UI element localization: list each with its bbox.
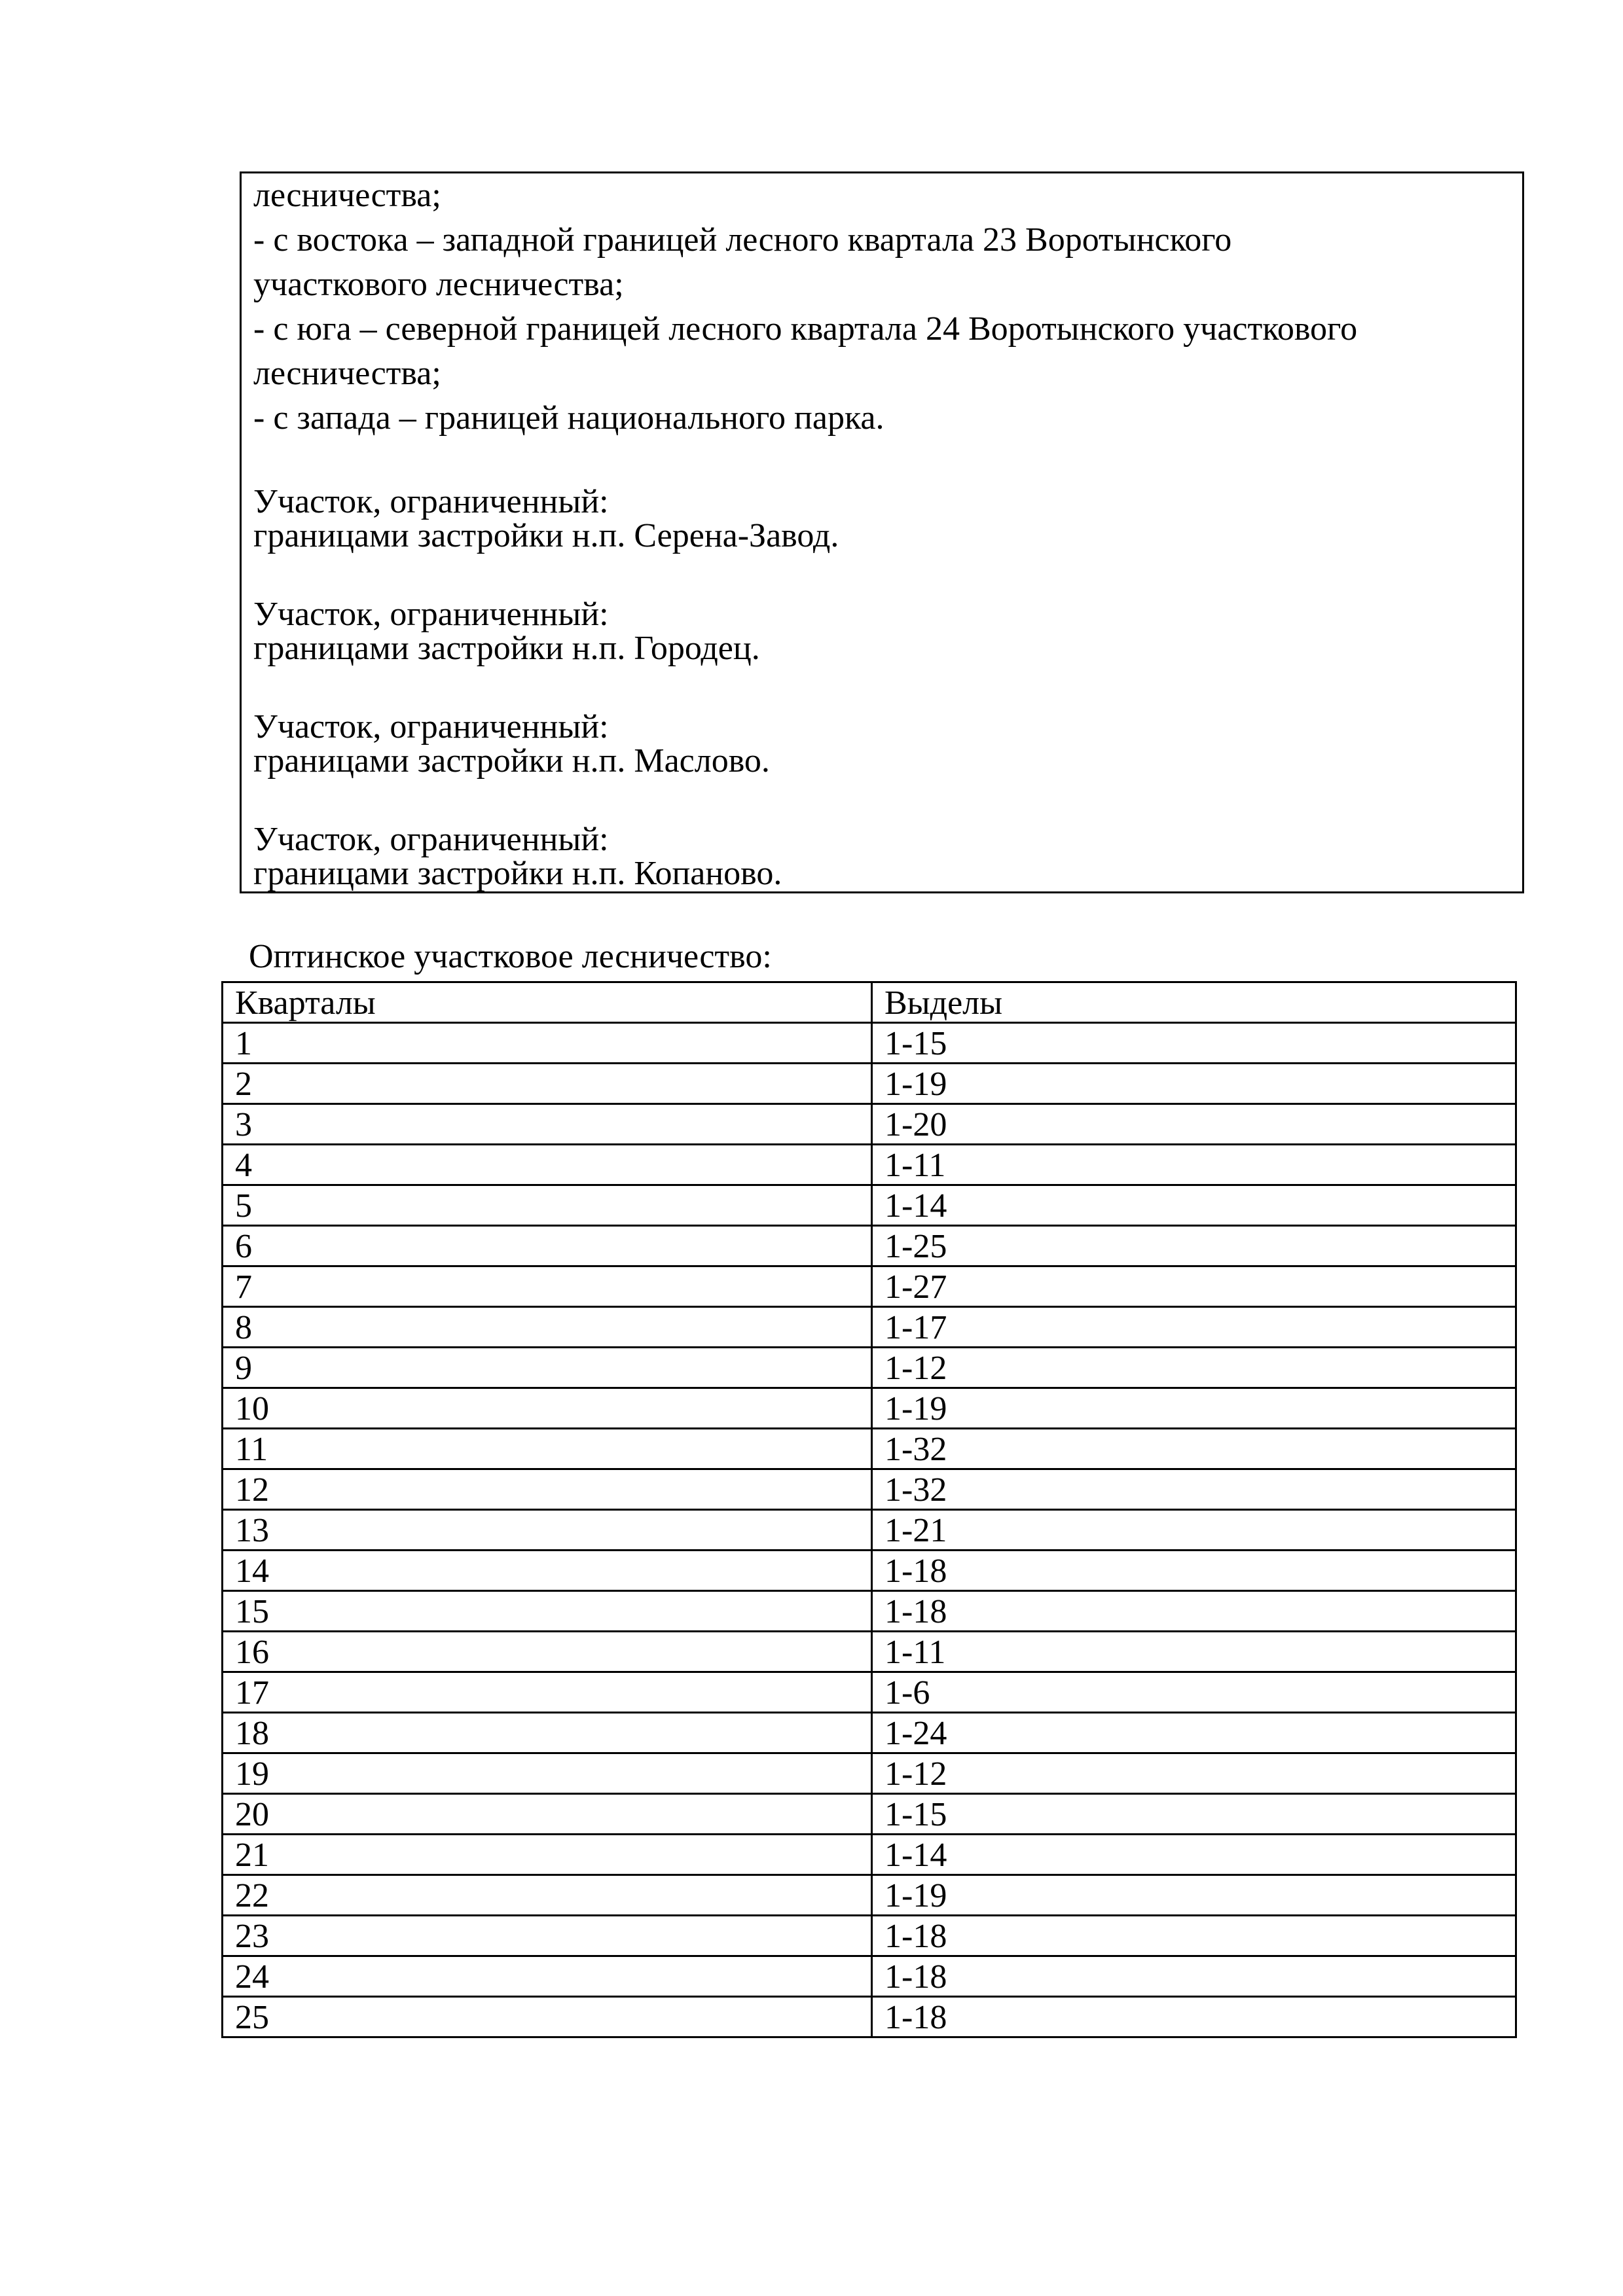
table-row bbox=[223, 1672, 1516, 1713]
quarter-cell: 5 bbox=[223, 1185, 872, 1226]
table-row bbox=[223, 1510, 1516, 1551]
table-row bbox=[223, 1429, 1516, 1469]
boundary-line: участкового лесничества; bbox=[253, 266, 624, 303]
sections-cell: 1-12 bbox=[872, 1753, 1516, 1794]
table-row bbox=[223, 1632, 1516, 1672]
table-row bbox=[223, 1997, 1516, 2037]
quarter-cell: 18 bbox=[223, 1713, 872, 1753]
sections-cell: 1-32 bbox=[872, 1469, 1516, 1510]
table-row bbox=[223, 1875, 1516, 1916]
sections-cell: 1-11 bbox=[872, 1145, 1516, 1185]
table-row bbox=[223, 1388, 1516, 1429]
sections-cell: 1-21 bbox=[872, 1510, 1516, 1551]
boundary-description-box bbox=[240, 171, 1524, 893]
quarter-cell: 3 bbox=[223, 1104, 872, 1145]
plot-text: границами застройки н.п. Серена-Завод. bbox=[253, 517, 839, 554]
sections-cell: 1-20 bbox=[872, 1104, 1516, 1145]
sections-cell: 1-18 bbox=[872, 1551, 1516, 1591]
table-row bbox=[223, 1835, 1516, 1875]
table-row bbox=[223, 1307, 1516, 1348]
table-row bbox=[223, 1713, 1516, 1753]
plot-title: Участок, ограниченный: bbox=[253, 596, 609, 633]
quarter-cell: 12 bbox=[223, 1469, 872, 1510]
quarter-cell: 23 bbox=[223, 1916, 872, 1956]
table-row bbox=[223, 1794, 1516, 1835]
quarter-cell: 15 bbox=[223, 1591, 872, 1632]
table-row bbox=[223, 1916, 1516, 1956]
sections-cell: 1-27 bbox=[872, 1266, 1516, 1307]
sections-cell: 1-18 bbox=[872, 1956, 1516, 1997]
sections-cell: 1-19 bbox=[872, 1064, 1516, 1104]
table-row bbox=[223, 1591, 1516, 1632]
plot-text: границами застройки н.п. Маслово. bbox=[253, 742, 770, 780]
header-quarters: Кварталы bbox=[223, 982, 872, 1023]
sections-cell: 1-18 bbox=[872, 1591, 1516, 1632]
table-row bbox=[223, 1145, 1516, 1185]
sections-cell: 1-11 bbox=[872, 1632, 1516, 1672]
sections-cell: 1-12 bbox=[872, 1348, 1516, 1388]
quarter-cell: 22 bbox=[223, 1875, 872, 1916]
quarter-cell: 11 bbox=[223, 1429, 872, 1469]
sections-cell: 1-19 bbox=[872, 1388, 1516, 1429]
plot-text: границами застройки н.п. Городец. bbox=[253, 630, 760, 667]
table-row bbox=[223, 1104, 1516, 1145]
boundary-line: лесничества; bbox=[253, 355, 441, 392]
table-row bbox=[223, 1551, 1516, 1591]
quarter-cell: 25 bbox=[223, 1997, 872, 2037]
sections-cell: 1-15 bbox=[872, 1023, 1516, 1064]
quarter-cell: 21 bbox=[223, 1835, 872, 1875]
sections-cell: 1-18 bbox=[872, 1916, 1516, 1956]
sections-cell: 1-14 bbox=[872, 1835, 1516, 1875]
quarter-cell: 2 bbox=[223, 1064, 872, 1104]
sections-cell: 1-25 bbox=[872, 1226, 1516, 1266]
table-row bbox=[223, 1348, 1516, 1388]
plot-text: границами застройки н.п. Копаново. bbox=[253, 855, 782, 892]
table-body bbox=[223, 1023, 1516, 2037]
boundary-line: - с востока – западной границей лесного квартала 23 Воротынского bbox=[253, 221, 1232, 259]
table-header-row bbox=[223, 982, 1516, 1023]
quarters-table bbox=[221, 981, 1517, 2038]
sections-cell: 1-18 bbox=[872, 1997, 1516, 2037]
quarter-cell: 8 bbox=[223, 1307, 872, 1348]
plot-title: Участок, ограниченный: bbox=[253, 708, 609, 745]
sections-cell: 1-14 bbox=[872, 1185, 1516, 1226]
sections-cell: 1-24 bbox=[872, 1713, 1516, 1753]
section-title: Оптинское участковое лесничество: bbox=[249, 938, 772, 975]
quarter-cell: 16 bbox=[223, 1632, 872, 1672]
quarter-cell: 10 bbox=[223, 1388, 872, 1429]
plot-title: Участок, ограниченный: bbox=[253, 821, 609, 858]
boundary-line: лесничества; bbox=[253, 177, 441, 214]
header-sections: Выделы bbox=[872, 982, 1516, 1023]
sections-cell: 1-15 bbox=[872, 1794, 1516, 1835]
table-row bbox=[223, 1023, 1516, 1064]
boundary-line: - с запада – границей национального парка. bbox=[253, 399, 884, 437]
quarter-cell: 6 bbox=[223, 1226, 872, 1266]
table-row bbox=[223, 1185, 1516, 1226]
quarter-cell: 19 bbox=[223, 1753, 872, 1794]
quarter-cell: 7 bbox=[223, 1266, 872, 1307]
table-row bbox=[223, 1266, 1516, 1307]
quarter-cell: 13 bbox=[223, 1510, 872, 1551]
quarter-cell: 4 bbox=[223, 1145, 872, 1185]
sections-cell: 1-19 bbox=[872, 1875, 1516, 1916]
quarter-cell: 14 bbox=[223, 1551, 872, 1591]
plot-title: Участок, ограниченный: bbox=[253, 483, 609, 520]
quarter-cell: 9 bbox=[223, 1348, 872, 1388]
sections-cell: 1-17 bbox=[872, 1307, 1516, 1348]
quarter-cell: 17 bbox=[223, 1672, 872, 1713]
table-row bbox=[223, 1226, 1516, 1266]
boundary-line: - с юга – северной границей лесного квартала 24 Воротынского участкового bbox=[253, 310, 1358, 348]
quarter-cell: 20 bbox=[223, 1794, 872, 1835]
table-row bbox=[223, 1064, 1516, 1104]
sections-cell: 1-6 bbox=[872, 1672, 1516, 1713]
sections-cell: 1-32 bbox=[872, 1429, 1516, 1469]
table-row bbox=[223, 1469, 1516, 1510]
table-row bbox=[223, 1956, 1516, 1997]
table-row bbox=[223, 1753, 1516, 1794]
quarter-cell: 24 bbox=[223, 1956, 872, 1997]
quarter-cell: 1 bbox=[223, 1023, 872, 1064]
